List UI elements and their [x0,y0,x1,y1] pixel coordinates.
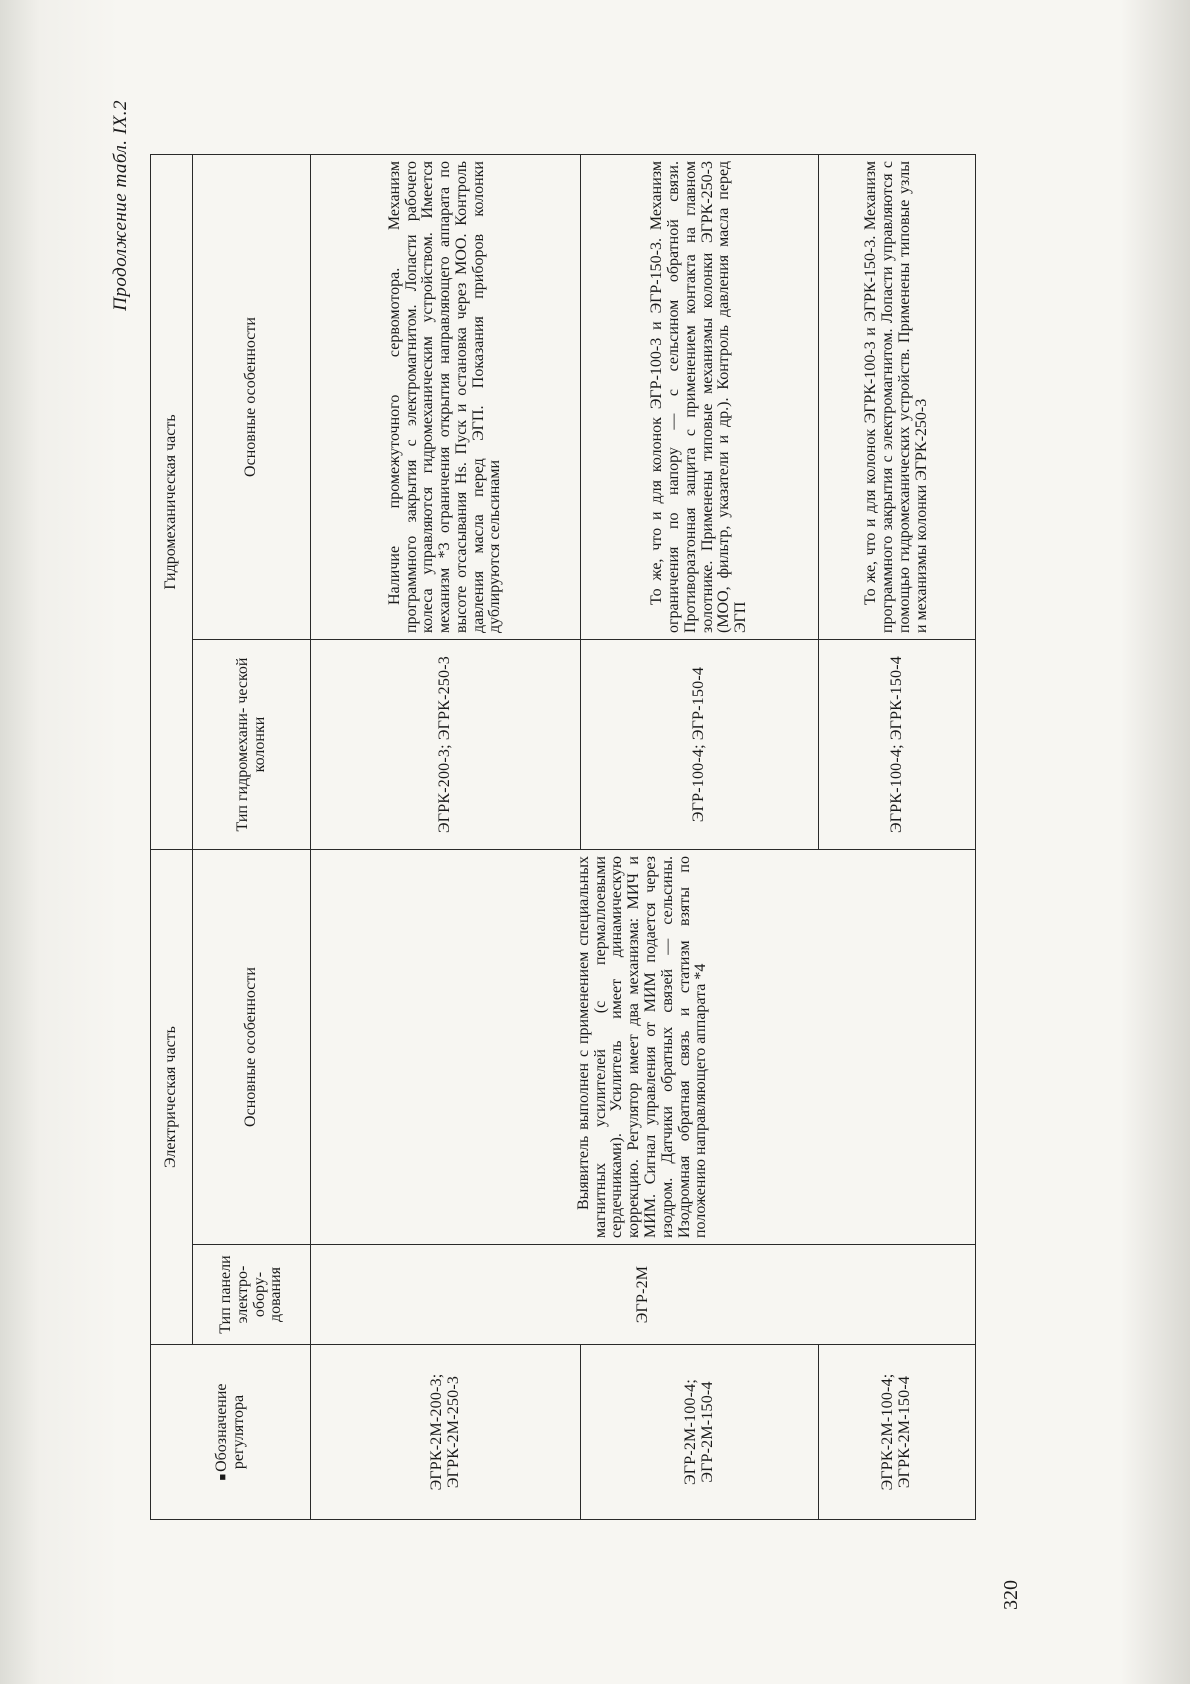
page-number: 320 [1000,1580,1022,1610]
cell-hydro-features: Наличие промежуточного сервомотора. Механизм программного закрытия с электромагнитом. Лопасти рабочего колеса управляются гидромеханическим устройством. Имеется механизм *3 ограничения открытия направляющего аппарата по высоте отсасывания Hs. Пуск и остановка через МОО. Контроль давления масла перед ЭГП. Показания приборов колонки дублируются сельсинами [311,155,581,640]
header-hydromechanical-features: Основные особенности [193,155,311,640]
header-electrical-features: Основные особенности [193,850,311,1245]
rotated-table-canvas [110,80,1050,1610]
cell-regulator: ЭГРК-2М-100-4; ЭГРК-2М-150-4 [819,1345,976,1520]
header-regulator: ■Обозначение регулятора [151,1345,311,1520]
cell-panel-type: ЭГР-2М [311,1245,976,1345]
cell-regulator: ЭГР-2М-100-4; ЭГР-2М-150-4 [581,1345,819,1520]
header-panel-type: Тип панели электро- обору- дования [193,1245,311,1345]
header-column-type: Тип гидромехани- ческой колонки [193,640,311,850]
cell-hydro-features: То же, что и для колонок ЭГР-100-3 и ЭГР-150-3. Механизм ограничения по напору — с сельсином обратной связи. Противоразгонная защита с применением контакта на главном золотнике. Применены типовые механизмы колонки ЭГРК-250-3 (МОО, фильтр, указатели и др.). Контроль давления масла перед ЭГП [581,155,819,640]
cell-column-type: ЭГРК-100-4; ЭГРК-150-4 [819,640,976,850]
cell-column-type: ЭГРК-200-3; ЭГРК-250-3 [311,640,581,850]
cell-regulator: ЭГРК-2М-200-3; ЭГРК-2М-250-3 [311,1345,581,1520]
table-row [311,155,581,1520]
header-hydromechanical-part: Гидромеханическая часть [151,155,193,850]
cell-column-type: ЭГР-100-4; ЭГР-150-4 [581,640,819,850]
cell-hydro-features: То же, что и для колонок ЭГРК-100-3 и ЭГРК-150-3. Механизм программного закрытия с электромагнитом. Лопасти управляются с помощью гидромеханических устройств. Применены типовые узлы и механизмы колонки ЭГРК-250-3 [819,155,976,640]
regulators-table [150,154,976,1520]
header-electrical-part: Электрическая часть [151,850,193,1345]
corner-mark-icon: ■ [216,1473,229,1481]
cell-electrical-features: Выявитель выполнен с применением специальных магнитных усилителей (с пермаллоевыми сердечниками). Усилитель имеет динамическую коррекцию. Регулятор имеет два механизма: МИЧ и МИМ. Сигнал управления от МИМ подается через изодром. Датчики обратных связей — сельсины. Изодромная обратная связь и статизм взяты по положению направляющего аппарата *4 [311,850,976,1245]
table-caption: Продолжение табл. IX.2 [110,100,131,311]
